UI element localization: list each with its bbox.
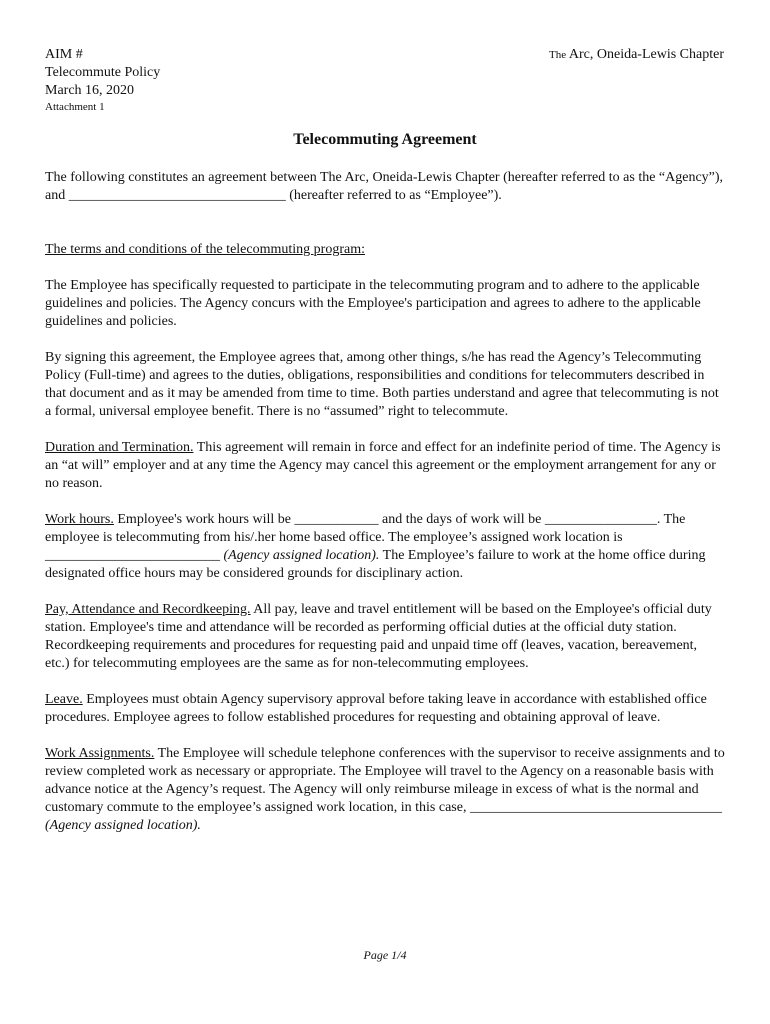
work-hours-location-note: (Agency assigned location).: [223, 548, 380, 563]
pay-heading: Pay, Attendance and Recordkeeping.: [45, 602, 251, 617]
work-hours-text-2: The Employee’s failure to work at the home office during designated office hours may be considered grounds for disciplinary action.: [45, 548, 706, 581]
work-hours-section: [45, 511, 725, 583]
org-rest: Arc, Oneida-Lewis Chapter: [566, 47, 724, 62]
attachment-label: Attachment 1: [45, 101, 105, 113]
duration-text: This agreement will remain in force and effect for an indefinite period of time. The Agency is an “at will” employer and at any time the Agency may cancel this agreement or the employment arrangement for any or no reason.: [45, 440, 721, 491]
work-assignments-heading: Work Assignments.: [45, 746, 155, 761]
participation-paragraph: The Employee has specifically requested to participate in the telecommuting program and to adhere to the applicable guidelines and policies. The Agency concurs with the Employee's participation and agrees to adhere to the applicable guidelines and policies.: [45, 278, 701, 329]
intro-paragraph: The following constitutes an agreement between The Arc, Oneida-Lewis Chapter (hereafter referred to as the “Agency”), and _______________________________ (hereafter referred to as “Employee”).: [45, 170, 724, 203]
organization-name: [549, 46, 724, 64]
document-title: Telecommuting Agreement: [293, 131, 477, 148]
work-assignments-section: [45, 745, 725, 835]
document-body: [45, 169, 725, 853]
duration-heading: Duration and Termination.: [45, 440, 194, 455]
leave-section: [45, 691, 725, 727]
work-assignments-location-note: (Agency assigned location).: [45, 818, 201, 833]
policy-date: March 16, 2020: [45, 83, 135, 98]
aim-number: AIM #: [45, 47, 83, 62]
page-number: Page 1/4: [363, 948, 407, 962]
signing-paragraph: By signing this agreement, the Employee agrees that, among other things, s/he has read the Agency’s Telecommuting Policy (Full-time) and agrees to the duties, obligations, responsibilities and conditions for telecommuters described in that document and as it may be amended from time to time. Both parties understand and agree that telecommuting is not a formal, universal employee benefit. There is no “assumed” right to telecommute.: [45, 350, 719, 419]
terms-heading: The terms and conditions of the telecommuting program:: [45, 242, 365, 257]
org-prefix: The: [549, 49, 567, 61]
work-hours-heading: Work hours.: [45, 512, 114, 527]
header-left: [45, 46, 160, 115]
pay-text: All pay, leave and travel entitlement will be based on the Employee's official duty station. Employee's time and attendance will be recorded as performing official duties at the official duty station. Recordkeeping requirements and procedures for requesting paid and unpaid time off (leaves, vacation, bereavement, etc.) for telecommuting employees are the same as for non-telecommuting employees.: [45, 602, 712, 671]
work-hours-text: Employee's work hours will be ____________ and the days of work will be ________________. The employee is telecommuting from his/.her home based office. The employee’s assigned work location is _________________________: [45, 512, 686, 563]
leave-heading: Leave.: [45, 692, 83, 707]
duration-section: [45, 439, 725, 493]
work-assignments-text: The Employee will schedule telephone conferences with the supervisor to receive assignments and to review completed work as necessary or appropriate. The Employee will travel to the Agency on a reasonable basis with advance notice at the Agency’s request. The Agency will only reimburse mileage in excess of what is the normal and customary commute to the employee’s assigned work location, in this case, ____________________________________: [45, 746, 725, 815]
leave-text: Employees must obtain Agency supervisory approval before taking leave in accordance with established office procedures. Employee agrees to follow established procedures for requesting and obtaining approval of leave.: [45, 692, 707, 725]
policy-name: Telecommute Policy: [45, 65, 161, 80]
pay-section: [45, 601, 725, 673]
